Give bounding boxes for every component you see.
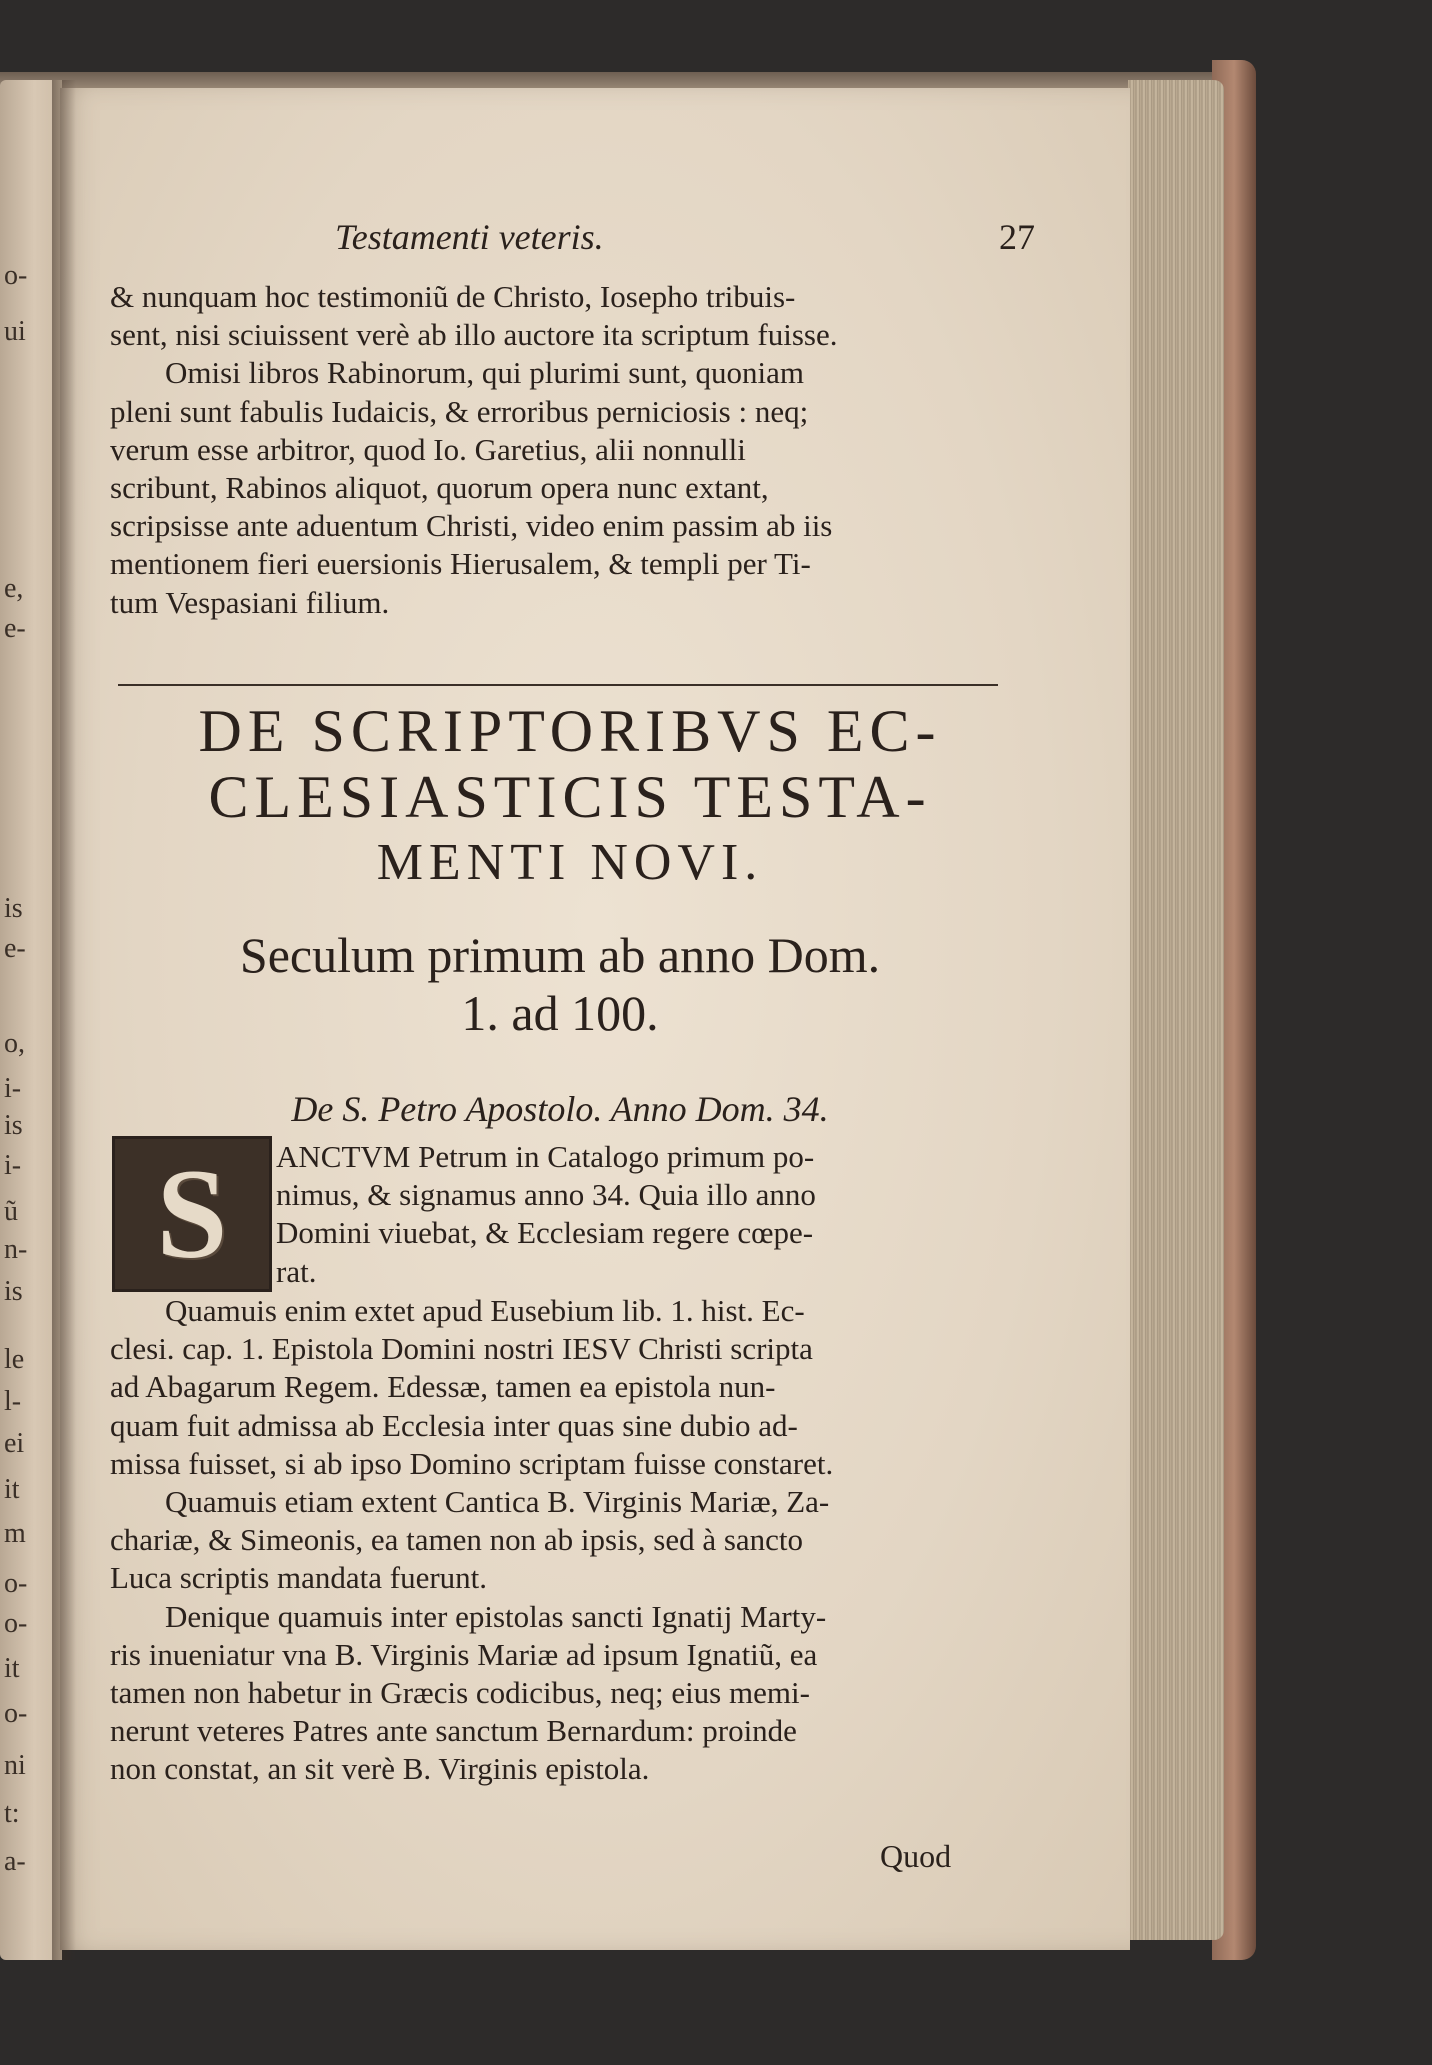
- initial-paragraph: [276, 1138, 1036, 1291]
- text-line: chariæ, & Simeonis, ea tamen non ab ipsis, sed à sancto: [110, 1522, 804, 1558]
- left-page-text-fragment: le: [4, 1344, 25, 1375]
- text-line: scribunt, Rabinos aliquot, quorum opera nunc extant,: [110, 470, 769, 506]
- left-page-text-fragment: e-: [4, 613, 26, 644]
- left-page-text-fragment: o,: [4, 1028, 25, 1059]
- text-line: Luca scriptis mandata fuerunt.: [110, 1560, 488, 1596]
- text-line: rat.: [276, 1253, 317, 1289]
- text-line: quam fuit admissa ab Ecclesia inter quas sine dubio ad-: [110, 1407, 798, 1443]
- decorated-initial-letter: S: [156, 1143, 228, 1285]
- century-heading: [100, 926, 1020, 1042]
- left-page-text-fragment: o-: [4, 1608, 28, 1639]
- text-line: scripsisse ante aduentum Christi, video enim passim ab iis: [110, 508, 833, 544]
- section-heading-line: CLESIASTICIS TESTA-: [208, 764, 932, 830]
- text-line: missa fuisset, si ab ipso Domino scriptam fuisse constaret.: [110, 1445, 834, 1481]
- section-divider-rule: [118, 684, 998, 686]
- decorated-initial: [112, 1136, 272, 1292]
- left-page-text-fragment: t:: [4, 1798, 20, 1829]
- text-line: Quamuis enim extet apud Eusebium lib. 1. hist. Ec-: [165, 1293, 805, 1328]
- text-line: Denique quamuis inter epistolas sancti Ignatij Marty-: [165, 1598, 827, 1634]
- left-page-text-fragment: ni: [4, 1750, 26, 1781]
- text-line: pleni sunt fabulis Iudaicis, & erroribus perniciosis : neq;: [110, 393, 809, 429]
- left-page-text-fragment: is: [4, 1110, 23, 1141]
- left-page-text-fragment: a-: [4, 1846, 26, 1877]
- text-line: ANCTVM Petrum in Catalogo primum po-: [276, 1139, 815, 1174]
- text-line: Quamuis etiam extent Cantica B. Virginis Mariæ, Za-: [165, 1484, 830, 1520]
- body-text: [110, 1292, 1040, 1789]
- left-page-text-fragment: e-: [4, 933, 26, 964]
- century-heading-line-2: 1. ad 100.: [461, 985, 659, 1041]
- text-line: sent, nisi sciuissent verè ab illo auctore ita scriptum fuisse.: [110, 317, 838, 353]
- text-line: clesi. cap. 1. Epistola Domini nostri IESV Christi scripta: [110, 1331, 813, 1367]
- page-number: 27: [999, 217, 1035, 257]
- century-heading-line-1: Seculum primum ab anno Dom.: [239, 927, 881, 983]
- text-line: tum Vespasiani filium.: [110, 584, 390, 620]
- running-head: [335, 216, 1035, 266]
- left-page-text-fragment: l-: [4, 1386, 22, 1417]
- text-line: non constat, an sit verè B. Virginis epistola.: [110, 1751, 650, 1787]
- left-page-text-fragment: i-: [4, 1073, 22, 1104]
- left-page-text-fragment: i-: [4, 1150, 22, 1181]
- page-block-edge: [1128, 80, 1224, 1940]
- left-page-text-fragment: m: [4, 1518, 26, 1549]
- section-heading-line: DE SCRIPTORIBVS EC-: [198, 698, 942, 764]
- left-page-text-fragment: it: [4, 1474, 20, 1505]
- left-page-text-fragment: o-: [4, 1698, 28, 1729]
- text-line: ris inueniatur vna B. Virginis Mariæ ad ipsum Ignatiũ, ea: [110, 1636, 818, 1672]
- left-page-text-fragment: e,: [4, 573, 24, 604]
- text-line: ad Abagarum Regem. Edessæ, tamen ea epistola nun-: [110, 1369, 776, 1405]
- section-heading-line: MENTI NOVI.: [376, 834, 764, 891]
- text-line: nerunt veteres Patres ante sanctum Bernardum: proinde: [110, 1713, 797, 1749]
- left-page-text-fragment: is: [4, 1276, 23, 1307]
- section-heading: [100, 698, 1040, 896]
- chapter-subheading: De S. Petro Apostolo. Anno Dom. 34.: [291, 1089, 829, 1129]
- text-line: Omisi libros Rabinorum, qui plurimi sunt, quoniam: [165, 355, 804, 391]
- catchword: Quod: [880, 1838, 952, 1874]
- text-line: Domini viuebat, & Ecclesiam regere cœpe-: [276, 1215, 814, 1251]
- left-page-text-fragment: ei: [4, 1428, 25, 1459]
- text-line: tamen non habetur in Græcis codicibus, neq; eius memi-: [110, 1675, 810, 1711]
- text-line: & nunquam hoc testimoniũ de Christo, Iosepho tribuis-: [110, 279, 796, 314]
- left-page-text-fragment: it: [4, 1653, 20, 1684]
- left-page-text-fragment: o-: [4, 1568, 28, 1599]
- left-page-text-fragment: ũ: [4, 1196, 18, 1227]
- text-line: mentionem fieri euersionis Hierusalem, & templi per Ti-: [110, 546, 811, 582]
- left-page-text-fragment: is: [4, 893, 23, 924]
- gutter-shadow: [52, 80, 76, 1960]
- text-line: verum esse arbitror, quod Io. Garetius, alii nonnulli: [110, 431, 746, 467]
- left-page-text-fragment: n-: [4, 1234, 28, 1265]
- book-page: [60, 88, 1130, 1950]
- left-page-text-fragment: ui: [4, 316, 26, 347]
- text-line: nimus, & signamus anno 34. Quia illo anno: [276, 1177, 816, 1213]
- left-page-text-fragment: o-: [4, 260, 28, 291]
- paragraph-1: [110, 278, 1030, 622]
- running-head-title: Testamenti veteris.: [335, 217, 604, 257]
